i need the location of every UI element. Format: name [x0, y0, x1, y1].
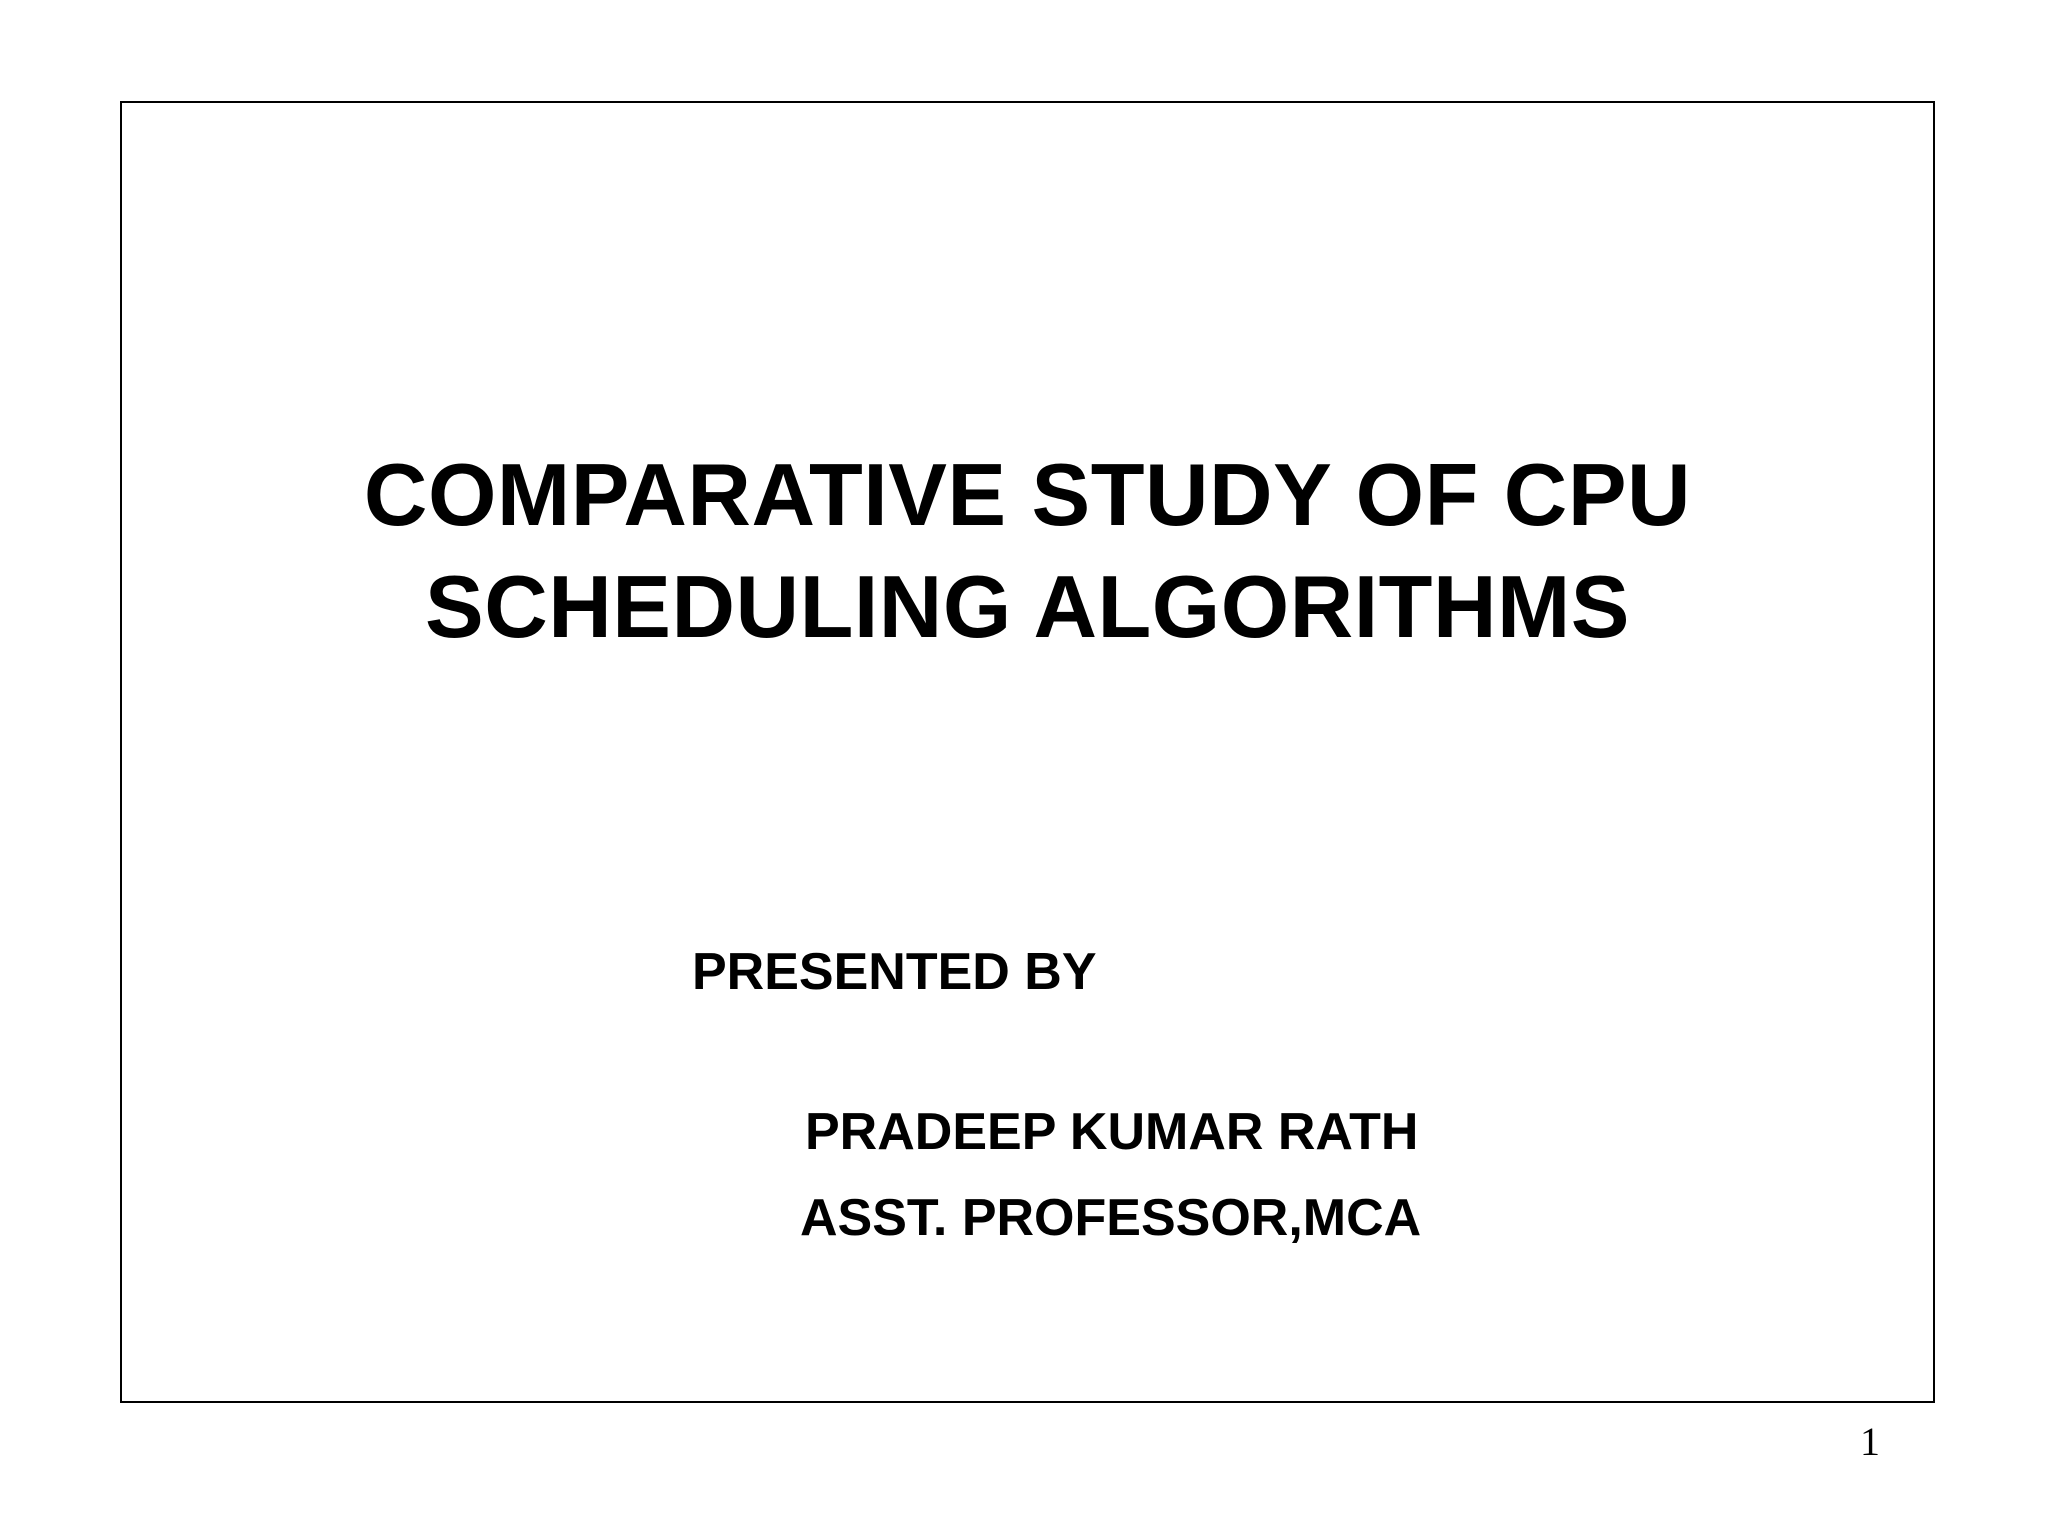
page-number: 1 [1860, 1419, 1880, 1464]
slide-title-line-1: COMPARATIVE STUDY OF CPU [363, 445, 1692, 544]
presented-by-label: PRESENTED BY [692, 943, 1097, 1001]
slide-title [122, 439, 1933, 663]
presenter-role: ASST. PROFESSOR,MCA [800, 1189, 1422, 1247]
presenter-name: PRADEEP KUMAR RATH [805, 1103, 1419, 1161]
slide-title-line-2: SCHEDULING ALGORITHMS [425, 557, 1630, 656]
